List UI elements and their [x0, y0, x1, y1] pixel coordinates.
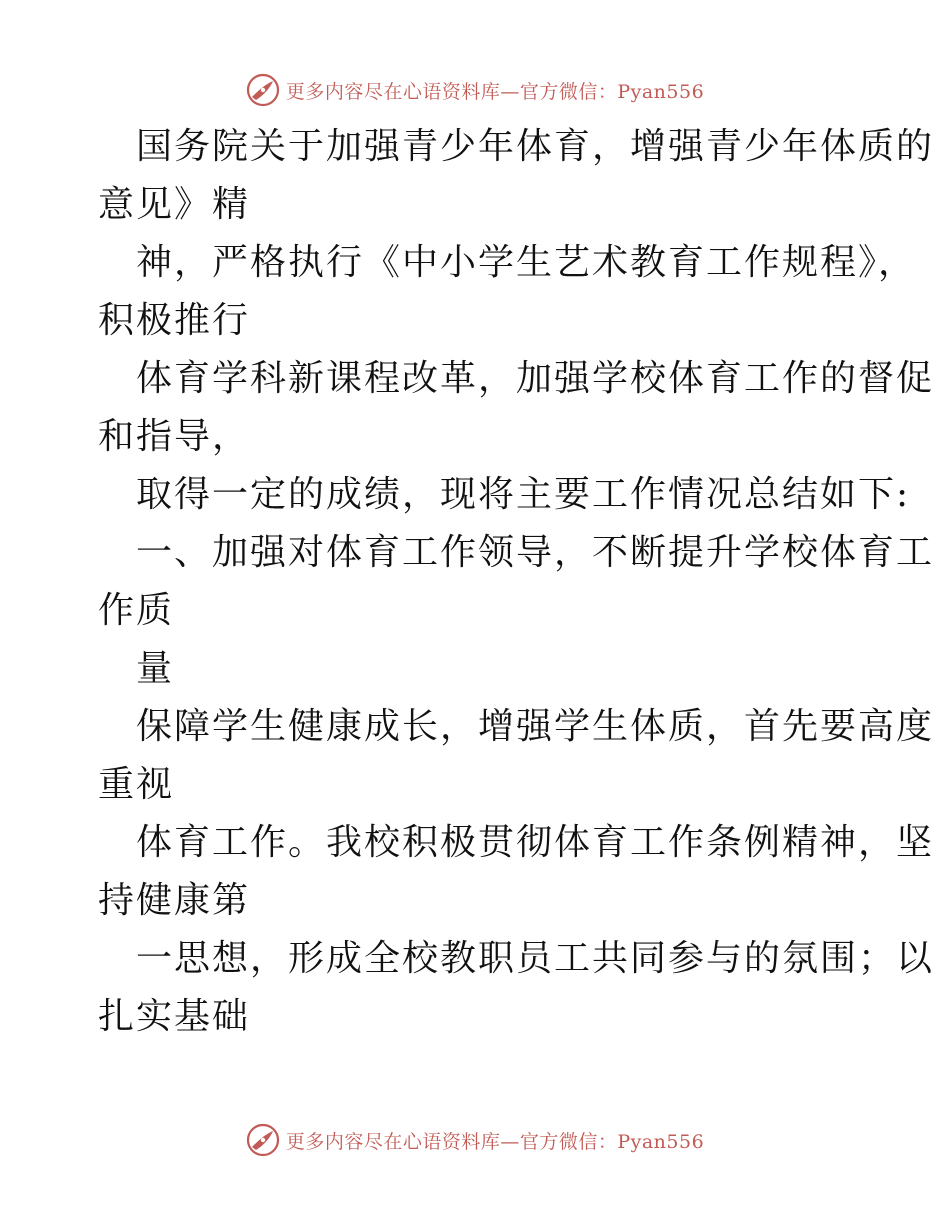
text-line: 国务院关于加强青少年体育，增强青少年体质的	[136, 126, 935, 167]
text-line: 意见》精	[98, 184, 251, 225]
text-line: 神，严格执行《中小学生艺术教育工作规程》，	[136, 242, 917, 283]
text-line: 积极推行	[98, 300, 251, 341]
header-banner-text: 更多内容尽在心语资料库—官方微信：Pyan556	[285, 80, 705, 103]
text-line: 体育工作。我校积极贯彻体育工作条例精神，坚	[136, 822, 935, 863]
text-line: 取得一定的成绩，现将主要工作情况总结如下:	[136, 474, 911, 515]
pen-nib-icon	[246, 73, 280, 107]
text-line: 扎实基础	[98, 996, 251, 1037]
footer-banner	[0, 1120, 950, 1160]
header-banner	[0, 70, 950, 110]
body-text	[98, 118, 935, 1046]
text-line: 一思想，形成全校教职员工共同参与的氛围；以	[136, 938, 935, 979]
footer-banner-text: 更多内容尽在心语资料库—官方微信：Pyan556	[285, 1130, 705, 1153]
section-heading: 一、加强对体育工作领导，不断提升学校体育工	[136, 532, 935, 573]
text-line: 作质	[98, 590, 175, 631]
pen-nib-icon	[246, 1123, 280, 1157]
text-line: 量	[136, 648, 175, 689]
text-line: 体育学科新课程改革，加强学校体育工作的督促	[136, 358, 935, 399]
text-line: 和指导，	[98, 416, 251, 457]
text-line: 持健康第	[98, 880, 251, 921]
text-line: 保障学生健康成长，增强学生体质，首先要高度	[136, 706, 935, 747]
text-line: 重视	[98, 764, 175, 805]
